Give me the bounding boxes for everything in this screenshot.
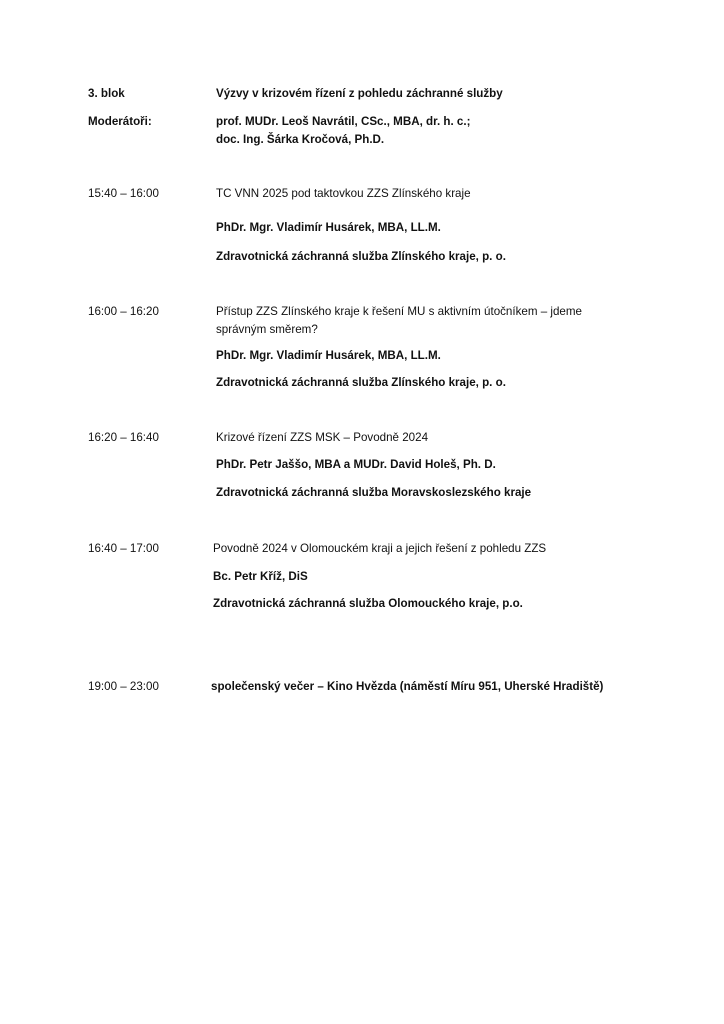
session-title: Povodně 2024 v Olomouckém kraji a jejich řešení z pohledu ZZS — [213, 542, 547, 555]
session-time: 16:40 – 17:00 — [88, 542, 159, 555]
session-organization: Zdravotnická záchranná služba Moravskoslezského kraje — [216, 486, 532, 499]
block-title: Výzvy v krizovém řízení z pohledu záchranné služby — [216, 87, 503, 100]
session-speaker: PhDr. Mgr. Vladimír Husárek, MBA, LL.M. — [216, 349, 441, 362]
session-speaker: PhDr. Mgr. Vladimír Husárek, MBA, LL.M. — [216, 221, 441, 234]
session-title: Krizové řízení ZZS MSK – Povodně 2024 — [216, 431, 429, 444]
session-title: správným směrem? — [216, 323, 318, 336]
session-organization: Zdravotnická záchranná služba Zlínského kraje, p. o. — [216, 250, 506, 263]
session-speaker: Bc. Petr Kříž, DiS — [213, 570, 308, 583]
session-speaker: PhDr. Petr Jaššo, MBA a MUDr. David Holeš, Ph. D. — [216, 458, 496, 471]
session-time: 15:40 – 16:00 — [88, 187, 159, 200]
session-organization: Zdravotnická záchranná služba Zlínského kraje, p. o. — [216, 376, 506, 389]
session-title: Přístup ZZS Zlínského kraje k řešení MU s aktivním útočníkem – jdeme — [216, 305, 582, 318]
evening-event: společenský večer – Kino Hvězda (náměstí Míru 951, Uherské Hradiště) — [211, 680, 604, 693]
moderators-label: Moderátoři: — [88, 115, 152, 128]
block-label: 3. blok — [88, 87, 125, 100]
session-time: 16:20 – 16:40 — [88, 431, 159, 444]
session-title: TC VNN 2025 pod taktovkou ZZS Zlínského kraje — [216, 187, 471, 200]
evening-time: 19:00 – 23:00 — [88, 680, 159, 693]
moderator-name: doc. Ing. Šárka Kročová, Ph.D. — [216, 133, 385, 146]
moderator-name: prof. MUDr. Leoš Navrátil, CSc., MBA, dr. h. c.; — [216, 115, 471, 128]
session-time: 16:00 – 16:20 — [88, 305, 159, 318]
session-organization: Zdravotnická záchranná služba Olomouckého kraje, p.o. — [213, 597, 523, 610]
